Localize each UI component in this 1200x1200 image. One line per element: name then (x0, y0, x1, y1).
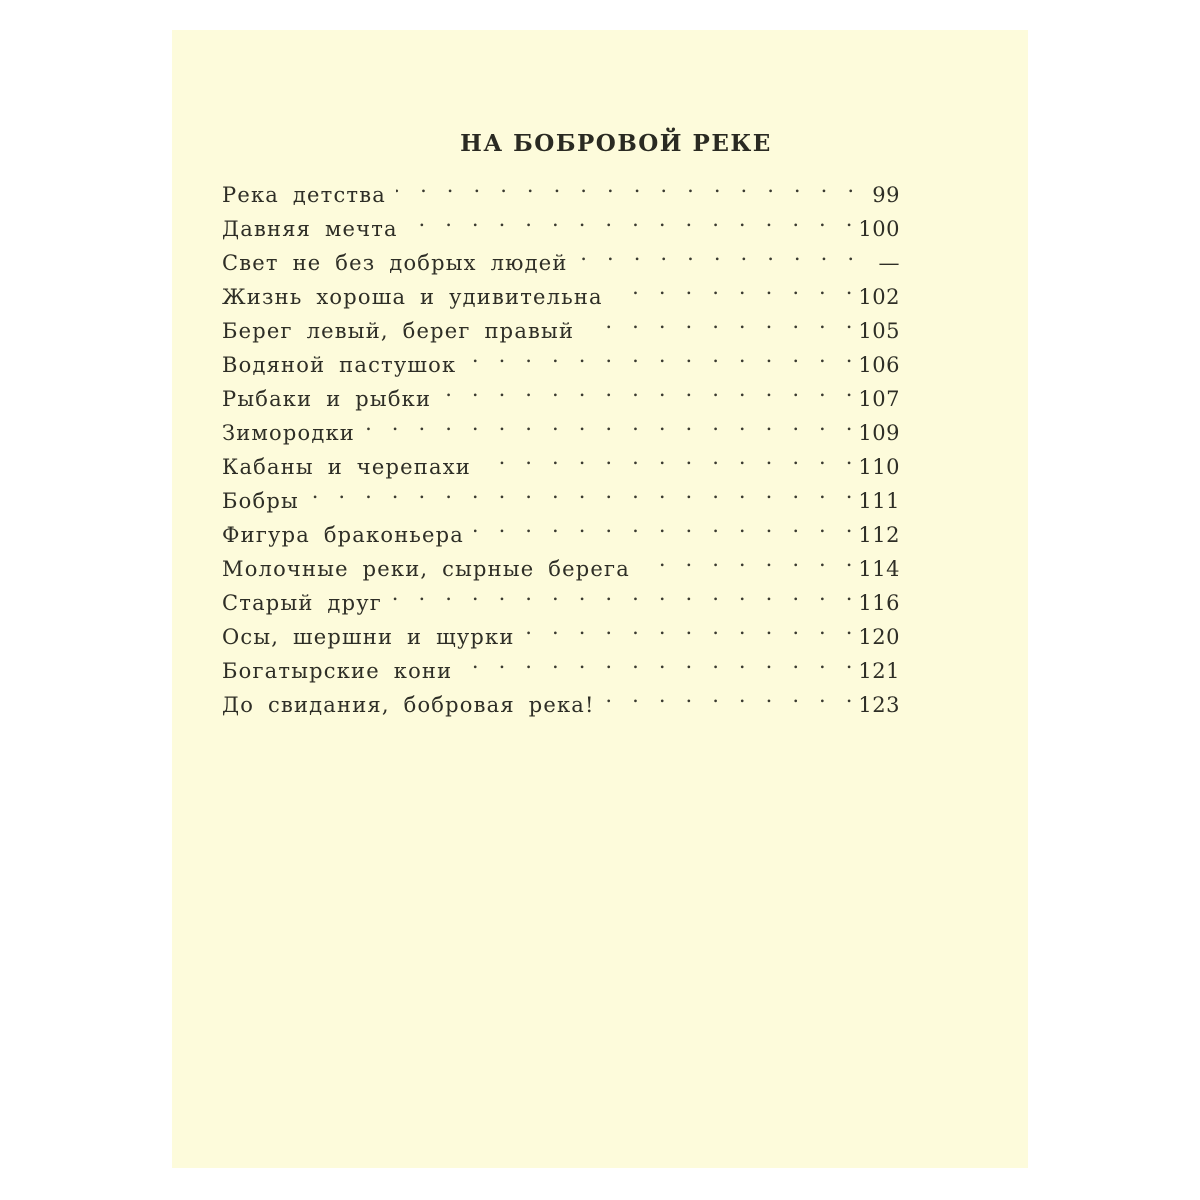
dot-leader (462, 644, 852, 678)
entry-title: Водяной пастушок (222, 353, 457, 377)
entry-page-number: 120 (858, 625, 900, 649)
entry-title: Жизнь хороша и удивительна (222, 285, 603, 309)
entry-title: Кабаны и черепахи (222, 455, 471, 479)
dot-leader (613, 270, 853, 304)
entry-page-number: 123 (858, 693, 900, 717)
dot-leader (481, 440, 852, 474)
dot-leader (605, 678, 853, 712)
entry-title: Берег левый, берег правый (222, 319, 575, 343)
entry-title: Старый друг (222, 591, 382, 615)
dot-leader (441, 372, 852, 406)
dot-leader (640, 542, 852, 576)
dot-leader (525, 610, 853, 644)
entry-title: Богатырские кони (222, 659, 453, 683)
entry-title: До свидания, бобровая река! (222, 693, 595, 717)
section-title: НА БОБРОВОЙ РЕКЕ (460, 130, 772, 157)
entry-title: Молочные реки, сырные берега (222, 557, 630, 581)
entry-page-number: 121 (858, 659, 900, 683)
entry-title: Рыбаки и рыбки (222, 387, 432, 411)
entry-page-number: 100 (858, 217, 900, 241)
entry-page-number: 109 (858, 421, 900, 445)
entry-page-number: 99 (872, 183, 900, 207)
entry-title: Река детства (222, 183, 386, 207)
entry-title: Зимородки (222, 421, 355, 445)
dot-leader (474, 508, 852, 542)
dot-leader (396, 168, 854, 202)
entry-page-number: 111 (858, 489, 900, 513)
entry-page-number: — (878, 251, 900, 275)
entry-title: Фигура браконьера (222, 523, 465, 547)
entry-title: Давняя мечта (222, 217, 398, 241)
dot-leader (408, 202, 853, 236)
entry-page-number: 102 (858, 285, 900, 309)
entry-page-number: 112 (858, 523, 900, 547)
entry-title: Осы, шершни и щурки (222, 625, 515, 649)
entry-page-number: 107 (858, 387, 900, 411)
dot-leader (584, 304, 852, 338)
dot-leader (309, 474, 853, 508)
dot-leader (578, 236, 854, 270)
entry-page-number: 116 (858, 591, 900, 615)
dot-leader (392, 576, 852, 610)
entry-title: Свет не без добрых людей (222, 251, 568, 275)
table-of-contents (222, 168, 900, 717)
book-page (172, 30, 1028, 1168)
toc-entry (222, 168, 900, 207)
entry-title: Бобры (222, 489, 299, 513)
dot-leader (365, 406, 852, 440)
toc-entry (222, 474, 900, 513)
entry-page-number: 105 (858, 319, 900, 343)
entry-page-number: 110 (858, 455, 900, 479)
toc-entry (222, 508, 900, 547)
dot-leader (466, 338, 852, 372)
entry-page-number: 114 (858, 557, 900, 581)
entry-page-number: 106 (858, 353, 900, 377)
